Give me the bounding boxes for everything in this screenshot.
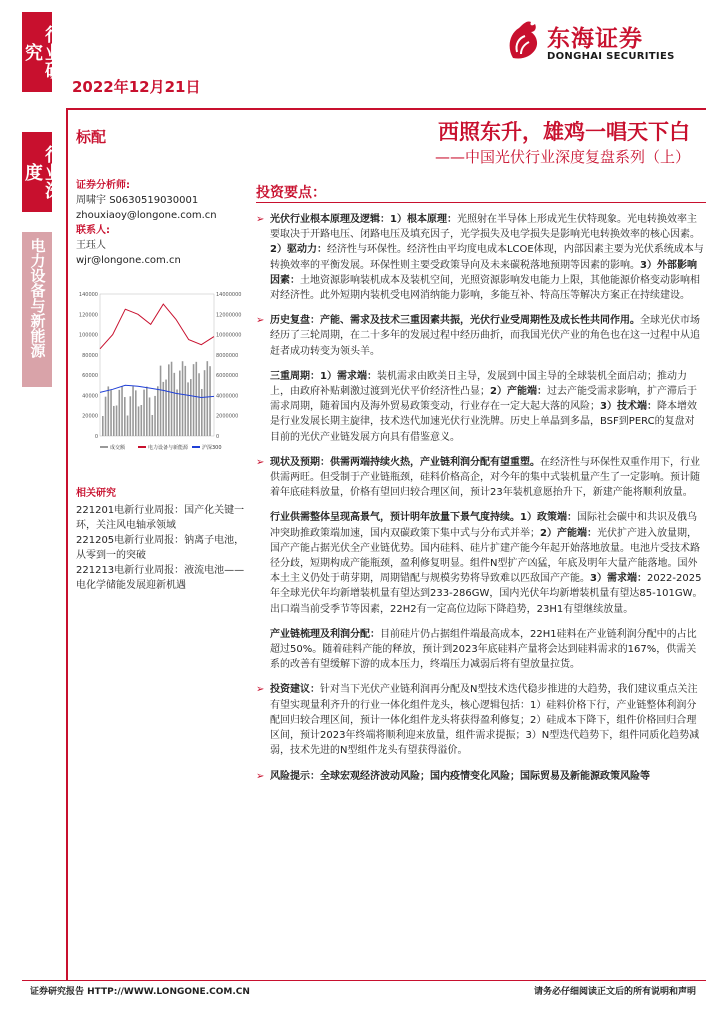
bullet-head: 光伏行业根本原理及逻辑：1）根本原理：: [270, 214, 457, 225]
side-tab-industry-depth: [22, 132, 63, 212]
rating: 标配: [76, 128, 107, 146]
bullet-body: 土地资源影响装机成本及装机空间，光照资源影响发电能力上限，其他能源价格变动影响相对经济性。此外短期内装机受电网消纳能力影响，多能互补、特高压等解决方案正在持续建设。: [270, 274, 700, 302]
volume-bar: [160, 366, 162, 436]
volume-bar: [201, 389, 203, 436]
volume-bar: [141, 405, 143, 436]
volume-bar: [209, 366, 211, 436]
volume-bar: [174, 373, 176, 436]
bullet-status: [256, 455, 704, 501]
side-tab-label: 电力设备与新能源: [28, 238, 47, 358]
sub-title: ——中国光伏行业深度复盘系列（上）: [434, 148, 690, 166]
legend-label: 电力设备与新能源: [148, 445, 189, 451]
volume-bar: [127, 415, 129, 436]
volume-bar: [171, 362, 173, 436]
volume-bar: [119, 390, 121, 436]
analyst-email[interactable]: zhouxiaoy@longone.com.cn: [76, 210, 217, 221]
volume-bar: [152, 415, 154, 436]
left-tick-label: 80000: [82, 352, 98, 359]
footer-rule: [22, 980, 706, 981]
right-tick-label: 12000000: [216, 312, 242, 319]
para-cycles: [256, 369, 704, 445]
volume-bar: [135, 390, 137, 436]
legend-swatch: [100, 446, 108, 448]
key-points-content: [256, 212, 704, 794]
para-body: 降本增效是行业发展长期主旋律，技术迭代加速光伏行业洗牌。历史上单晶到多晶，BSF到PERC的复盘对目前的光伏产业链发展方向具有借鉴意义。: [270, 401, 697, 443]
left-tick-label: 140000: [78, 292, 98, 298]
right-tick-label: 10000000: [216, 332, 242, 339]
related-item[interactable]: 221205电新行业周报：钠离子电池，从零到一的突破: [76, 535, 245, 561]
right-tick-label: 8000000: [216, 352, 239, 359]
volume-bar: [157, 386, 159, 436]
bullet-head: 风险提示：全球宏观经济波动风险；国内疫情变化风险；国际贸易及新能源政策风险等: [270, 770, 650, 782]
para-head: 3）技术端：: [600, 401, 657, 413]
footer-left[interactable]: 证券研究报告 HTTP://WWW.LONGONE.COM.CN: [30, 987, 250, 997]
volume-bar: [176, 389, 178, 436]
bullet-principle: [256, 212, 704, 303]
para-body: 国际社会碳中和共识及俄乌冲突助推政策端加速，国内双碳政策下集中式与分布式并举；: [270, 512, 697, 539]
volume-bar: [196, 362, 198, 436]
volume-bar: [182, 361, 184, 436]
volume-bar: [124, 397, 126, 436]
bullet-investment: [256, 682, 704, 758]
side-tab-industry-research: [22, 12, 63, 92]
volume-bar: [121, 387, 123, 436]
bullet-head: 历史复盘：产能、需求及技术三重因素共振，光伏行业受周期性及成长性共同作用。: [270, 315, 640, 327]
para-head: 2）产能端：: [490, 386, 547, 398]
volume-bar: [102, 416, 104, 436]
contact-email[interactable]: wjr@longone.com.cn: [76, 255, 181, 266]
volume-bar: [113, 406, 115, 436]
report-date: 2022年12月21日: [72, 78, 201, 96]
right-tick-label: 0: [216, 434, 220, 440]
bullet-head: 2）驱动力：: [270, 244, 327, 256]
para-supply-demand: [256, 510, 704, 616]
series-line: [100, 304, 214, 349]
volume-bar: [179, 371, 181, 436]
right-tick-label: 14000000: [216, 292, 242, 298]
para-head: 三重周期：1）需求端：: [270, 370, 377, 382]
volume-bar: [154, 396, 156, 436]
analyst-label: 证券分析师:: [76, 180, 130, 191]
analyst-info: [76, 178, 217, 268]
bullet-body: 经济性与环保性。经济性由平均度电成本LCOE体现，内部因素主要为光伏系统成本与转换效率的平衡发展。环保性则主要受政策导向及未来碳税落地预期等因素的影响。: [270, 244, 704, 271]
volume-bar: [108, 386, 110, 436]
volume-bar: [207, 361, 209, 436]
bullet-history: [256, 313, 704, 359]
legend-swatch: [192, 446, 200, 448]
volume-bar: [193, 364, 195, 436]
related-label: 相关研究: [76, 488, 116, 499]
volume-bar: [138, 406, 140, 436]
header-rule: [66, 108, 706, 110]
volume-bar: [190, 379, 192, 436]
key-points-title: 投资要点：: [256, 185, 326, 201]
main-title: 西照东升，雄鸡一唱天下白: [438, 120, 690, 144]
left-tick-label: 120000: [78, 312, 98, 319]
left-tick-label: 40000: [82, 393, 98, 400]
para-body: 光伏扩产进入放量期，国产产能占据光伏全产业链优势。国内硅料、硅片扩建产能今年起开始落地放量。电池片受技术路径分歧，短期构成产能瓶颈，盈利修复明显。组件N型扩产凶猛，年底及明年大量产能落地。国外本土主义仍处于萌芽期，周期错配与规模劣势将导致难以匹敌国产产能。: [270, 527, 700, 585]
right-tick-label: 2000000: [216, 413, 239, 420]
para-profit-distribution: [256, 627, 704, 673]
left-tick-label: 20000: [82, 413, 98, 420]
related-research: [76, 486, 246, 593]
left-tick-label: 60000: [82, 373, 98, 380]
para-body: 过去产能受需求影响，扩产滞后于需求周期，随着国内及海外贸易政策变动，行业存在一定大起大落的风险；: [270, 386, 697, 413]
volume-bar: [110, 390, 112, 436]
volume-bar: [204, 370, 206, 436]
logo-name: 东海证券: [547, 26, 643, 52]
left-rule: [66, 110, 68, 980]
bullet-body: 针对当下光伏产业链利润再分配及N型技术迭代稳步推进的大趋势，我们建议重点关注有望实现量利齐升的行业一体化组件龙头，核心逻辑包括：1）硅料价格下行，产业链整体利润分配回归较合理区间，预计一体化组件龙头将获得盈利修复；2）硅成本下降下，组件价格回归合理区间，预计2023年终端将顺利迎来放量，组件需求提振；3）N型迭代趋势下，组件同质化趋势减弱，技术先进的N型组件龙头有望获得溢价。: [270, 684, 700, 757]
rooster-logo-icon: [505, 18, 543, 62]
para-head: 产业链梳理及利润分配：: [270, 628, 380, 640]
bullet-body: 在经济性与环保性双重作用下，行业供需两旺。但受制于产业链瓶颈，硅料价格高企，对今年的集中式装机量产生了一定影响。预计随着年底硅料放量，价格有望回归较合理区间，预计23年装机意愿抬升下，新建产能将顺利放量。: [270, 456, 700, 499]
bullet-body: 光照射在半导体上形成光生伏特现象。光电转换效率主要取决于开路电压、闭路电压及填充因子，光学损失及电学损失是影响光电转换效率的核心因素。: [270, 214, 700, 241]
volume-bar: [116, 405, 118, 436]
company-logo: [505, 18, 705, 78]
volume-bar: [165, 380, 167, 436]
volume-bar: [187, 382, 189, 436]
analyst-name-line: [76, 193, 217, 208]
volume-bar: [149, 397, 151, 436]
volume-bar: [185, 366, 187, 436]
bullet-body: 全球光伏市场经历了三轮周期，在二十多年的发展过程中经历曲折，而我国光伏产业的角色也在这一过程中从追赶者成功转变为领头羊。: [270, 315, 700, 357]
related-item[interactable]: 221201电新行业周报：国产化关键一环，关注风电轴承领域: [76, 505, 245, 531]
bullet-head: 投资建议：: [270, 684, 320, 696]
right-tick-label: 4000000: [216, 393, 239, 400]
para-body: 装机需求由欧美日主导，发展到中国主导的全球装机全面启动；推动力上，由政府补贴刺激过渡到光伏平价经济性凸显；: [270, 370, 687, 398]
volume-bar: [146, 387, 148, 436]
footer-right: 请务必仔细阅读正文后的所有说明和声明: [533, 987, 696, 997]
para-body: 2022-2025年全球光伏年均新增装机量有望达到233-286GW，国内光伏年均新增装机量有望达85-101GW。出口端当前受季节等因素，22H2有一定高位边际下降趋势，23H1有望继续放量。: [270, 573, 703, 615]
volume-bar: [105, 397, 107, 436]
legend-swatch: [138, 446, 146, 448]
volume-bar: [198, 373, 200, 436]
key-points-rule: [256, 202, 706, 203]
side-tab-label: 行业研究: [22, 25, 63, 79]
contact-label: 联系人:: [76, 225, 110, 236]
legend-label: 成交额: [110, 445, 126, 451]
volume-bar: [132, 386, 134, 436]
contact-name: 王珏人: [76, 240, 106, 251]
market-chart: [74, 286, 244, 466]
para-head: 行业供需整体呈现高景气，预计明年放量下景气度持续。1）政策端：: [270, 512, 577, 524]
right-tick-label: 6000000: [216, 373, 239, 380]
bullet-head: 3）外部影响因素：: [270, 259, 697, 286]
bullet-risk: [256, 769, 704, 784]
logo-english: DONGHAI SECURITIES: [547, 51, 675, 62]
analyst-license: S0630519030001: [109, 195, 199, 206]
left-tick-label: 100000: [78, 332, 98, 339]
para-head: 3）需求端：: [590, 573, 647, 585]
para-body: 目前硅片仍占据组件端最高成本，22H1硅料在产业链利润分配中的占比超过50%。随着硅料产能的释放，预计到2023年底硅料产量将会达到硅料需求的167%，供需关系的改善有望缓解下游的成本压力，终端压力减弱后将有望放量拉货。: [270, 628, 697, 671]
volume-bar: [168, 364, 170, 436]
side-tab-label: 行业深度: [22, 145, 63, 199]
analyst-name: 周啸宇: [76, 195, 106, 206]
related-item[interactable]: 221213电新行业周报：液流电池——电化学储能发展迎新机遇: [76, 565, 245, 591]
side-tab-sector: [22, 232, 52, 387]
legend-label: 沪深300: [202, 445, 222, 451]
bullet-head: 现状及预期：供需两端持续火热，产业链利润分配有望重塑。: [270, 456, 540, 468]
volume-bar: [143, 390, 145, 436]
left-tick-label: 0: [94, 434, 98, 440]
para-head: 2）产能端：: [540, 527, 597, 539]
volume-bar: [130, 396, 132, 436]
